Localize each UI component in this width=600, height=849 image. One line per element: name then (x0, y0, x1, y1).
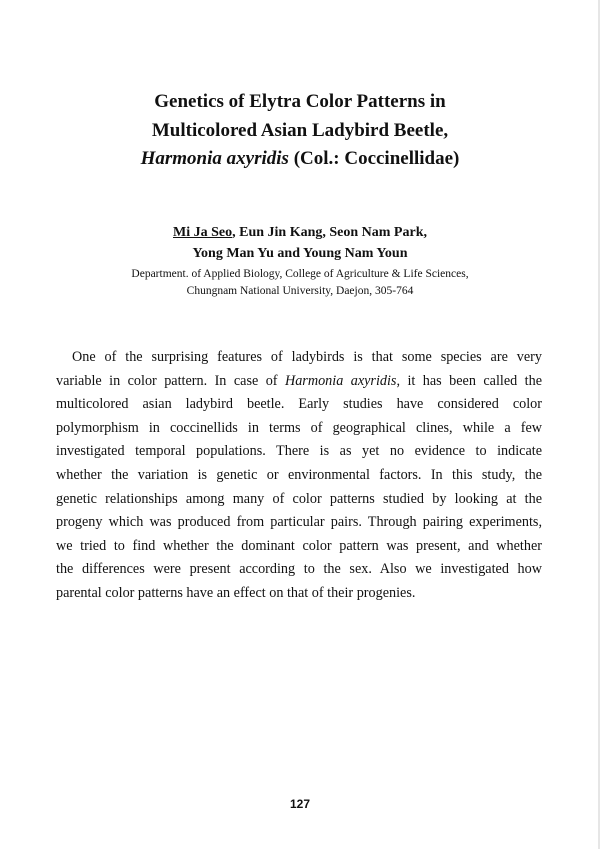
title-line-2: Multicolored Asian Ladybird Beetle, (151, 119, 449, 141)
author-list (0, 222, 600, 264)
title-line-3 (0, 145, 600, 174)
species-name: Harmonia axyridis (140, 148, 289, 169)
abstract-line (56, 370, 542, 394)
authors-line-1 (0, 222, 600, 243)
page-number: 127 (289, 797, 311, 811)
abstract-line: polymorphism in coccinellids in terms of geographical clines, while a few (56, 419, 542, 436)
species-name-inline: Harmonia axyridis (284, 372, 397, 389)
affiliation-line-1: Department. of Applied Biology, College of Agriculture & Life Sciences, (131, 268, 469, 280)
abstract-line: multicolored asian ladybird beetle. Early studies have considered color (56, 396, 542, 413)
authors-line-1-rest: , Eun Jin Kang, Seon Nam Park, (232, 225, 427, 240)
abstract-line: we tried to find whether the dominant color pattern was present, and whether (56, 537, 542, 554)
paper-title (0, 88, 600, 174)
abstract-line: whether the variation is genetic or environmental factors. In this study, the (56, 466, 542, 483)
abstract-line: parental color patterns have an effect on that of their progenies. (56, 584, 416, 601)
abstract-line: the differences were present according to the sex. Also we investigated how (56, 561, 542, 578)
authors-line-2: Yong Man Yu and Young Nam Youn (192, 246, 408, 261)
abstract-line: progeny which was produced from particular pairs. Through pairing experiments, (56, 514, 542, 531)
abstract-line: investigated temporal populations. There is as yet no evidence to indicate (56, 443, 542, 460)
title-line-3-rest: (Col.: Coccinellidae) (288, 148, 460, 169)
abstract-text: variable in color pattern. In case of (56, 372, 285, 389)
abstract-line: genetic relationships among many of color patterns studied by looking at the (56, 490, 542, 507)
first-author: Mi Ja Seo (173, 225, 233, 240)
abstract-line: One of the surprising features of ladybirds is that some species are very (72, 349, 542, 365)
abstract-text: , it has been called the (396, 372, 542, 389)
affiliation (0, 266, 600, 300)
title-line-1: Genetics of Elytra Color Patterns in (154, 91, 446, 112)
affiliation-line-2: Chungnam National University, Daejon, 305-764 (186, 285, 414, 297)
abstract-body (56, 346, 542, 606)
